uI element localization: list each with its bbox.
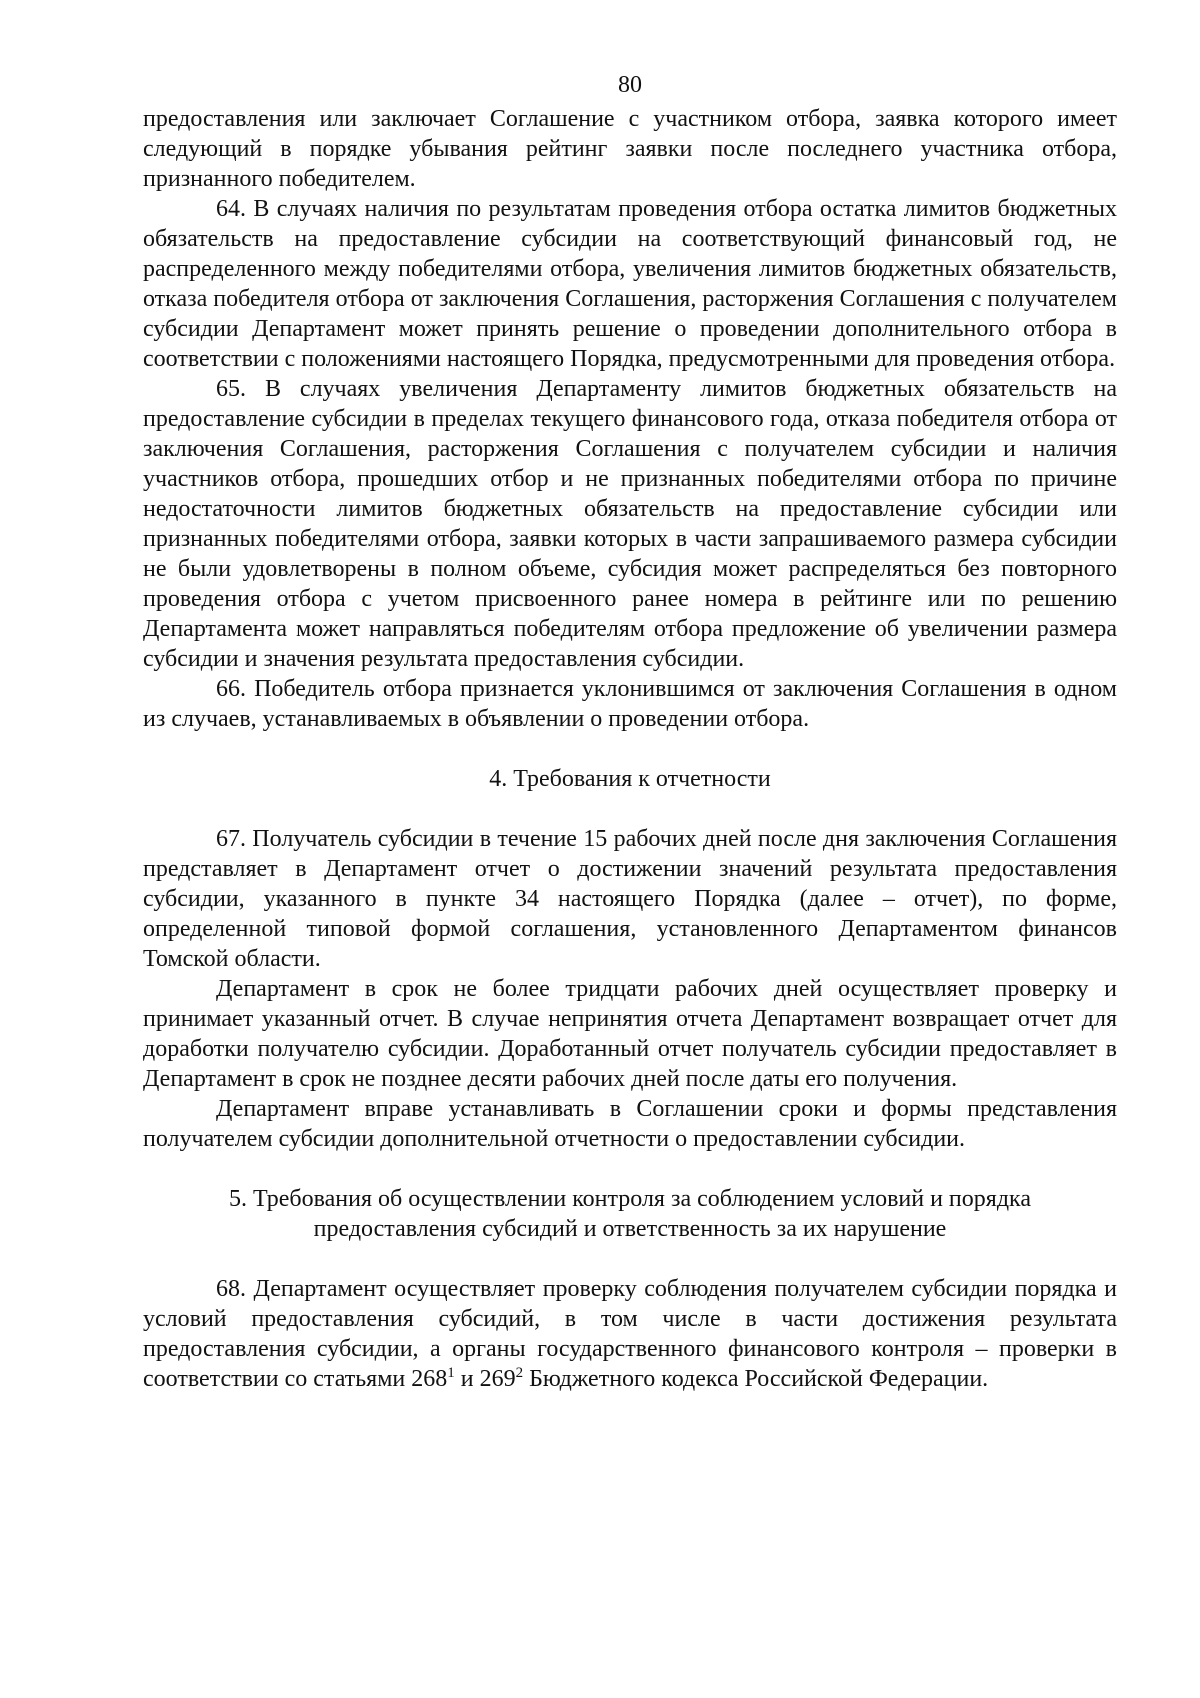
paragraph-additional-reporting: Департамент вправе устанавливать в Соглашении сроки и формы представления получателем субсидии дополнительной отчетности о предоставлении субсидии. bbox=[143, 1096, 1117, 1152]
superscript-2: 2 bbox=[515, 1365, 524, 1381]
superscript-1: 1 bbox=[447, 1365, 455, 1381]
section-5-heading bbox=[143, 1184, 1117, 1244]
document-page bbox=[143, 70, 1117, 1394]
paragraph-65: 65. В случаях увеличения Департаменту лимитов бюджетных обязательств на предоставление субсидии в пределах текущего финансового года, отказа победителя отбора от заключения Соглашения, расторжения Соглашения с получателем субсидии и наличия участников отбора, прошедших отбор и не признанных победителями отбора по причине недостаточности лимитов бюджетных обязательств на предоставление субсидии или признанных победителями отбора, заявки которых в части запрашиваемого размера субсидии не были удовлетворены в полном объеме, субсидия может распределяться без повторного проведения отбора с учетом присвоенного ранее номера в рейтинге или по решению Департамента может направляться победителям отбора предложение об увеличении размера субсидии и значения результата предоставления субсидии. bbox=[143, 376, 1117, 672]
paragraph-68-text-1: 68. Департамент осуществляет проверку соблюдения получателем субсидии порядка и условий предоставления субсидий, в том числе в части достижения результата предоставления субсидии, а органы государственного финансового контроля – проверки в соответствии со статьями 268 bbox=[143, 1276, 1117, 1392]
paragraph-68-text-3: Бюджетного кодекса Российской Федерации. bbox=[523, 1366, 989, 1392]
paragraph-67: 67. Получатель субсидии в течение 15 рабочих дней после дня заключения Соглашения представляет в Департамент отчет о достижении значений результата предоставления субсидии, указанного в пункте 34 настоящего Порядка (далее – отчет), по форме, определенной типовой формой соглашения, установленного Департаментом финансов Томской области. bbox=[143, 826, 1117, 972]
section-4-heading: 4. Требования к отчетности bbox=[489, 766, 771, 792]
paragraph-report-review: Департамент в срок не более тридцати рабочих дней осуществляет проверку и принимает указанный отчет. В случае непринятия отчета Департамент возвращает отчет для доработки получателю субсидии. Доработанный отчет получатель субсидии предоставляет в Департамент в срок не позднее десяти рабочих дней после даты его получения. bbox=[143, 976, 1117, 1092]
paragraph-64: 64. В случаях наличия по результатам проведения отбора остатка лимитов бюджетных обязательств на предоставление субсидии на соответствующий финансовый год, не распределенного между победителями отбора, увеличения лимитов бюджетных обязательств, отказа победителя отбора от заключения Соглашения, расторжения Соглашения с получателем субсидии Департамент может принять решение о проведении дополнительного отбора в соответствии с положениями настоящего Порядка, предусмотренными для проведения отбора. bbox=[143, 196, 1117, 372]
paragraph-68 bbox=[143, 1274, 1117, 1394]
paragraph-66: 66. Победитель отбора признается уклонившимся от заключения Соглашения в одном из случаев, устанавливаемых в объявлении о проведении отбора. bbox=[143, 676, 1117, 732]
section-5-heading-line-1: 5. Требования об осуществлении контроля за соблюдением условий и порядка bbox=[229, 1186, 1031, 1212]
paragraph-continuation: предоставления или заключает Соглашение с участником отбора, заявка которого имеет следующий в порядке убывания рейтинг заявки после последнего участника отбора, признанного победителем. bbox=[143, 106, 1117, 192]
paragraph-68-text-2: и 269 bbox=[454, 1366, 516, 1392]
page-number: 80 bbox=[618, 72, 642, 98]
section-5-heading-line-2: предоставления субсидий и ответственность за их нарушение bbox=[313, 1216, 947, 1242]
